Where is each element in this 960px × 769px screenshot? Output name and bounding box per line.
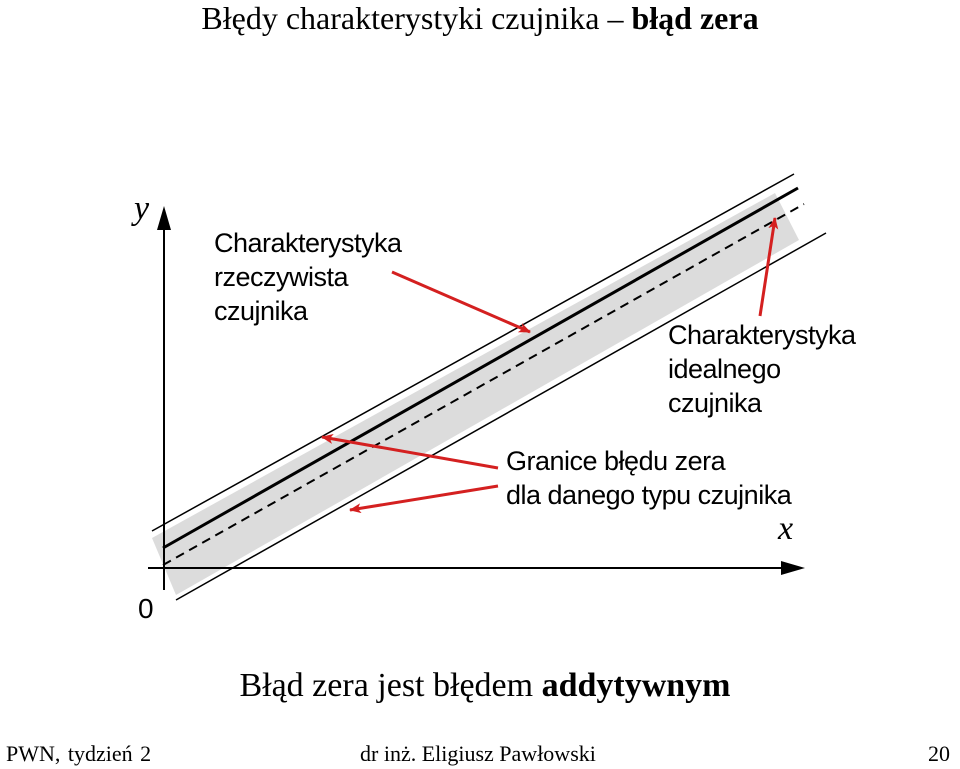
label-error-bounds [506, 444, 791, 512]
footer-page-number: 20 [928, 741, 950, 766]
x-axis-label: x [778, 510, 794, 547]
label-actual-line-1: Charakterystyka [214, 228, 402, 258]
label-actual-characteristic [214, 226, 402, 328]
y-axis-label: y [134, 190, 150, 227]
subtitle-emphasis: addytywnym [541, 667, 731, 704]
origin-label: 0 [138, 593, 154, 624]
label-actual-line-2: rzeczywista [214, 262, 349, 292]
label-ideal-characteristic [668, 318, 856, 420]
footer-left: PWN, tydzień 2 [6, 741, 152, 766]
label-bounds-line-1: Granice błędu zera [506, 446, 726, 476]
title-text: Błędy charakterystyki czujnika – [201, 0, 624, 36]
label-actual-line-3: czujnika [214, 296, 308, 326]
label-ideal-line-3: czujnika [668, 388, 762, 418]
footer-center: dr inż. Eligiusz Pawłowski [360, 741, 596, 766]
title-emphasis: błąd zera [631, 0, 759, 36]
label-ideal-line-2: idealnego [668, 354, 781, 384]
label-ideal-line-1: Charakterystyka [668, 320, 856, 350]
slide-subtitle [0, 666, 960, 706]
subtitle-text: Błąd zera jest błędem [239, 667, 534, 704]
label-bounds-line-2: dla danego typu czujnika [506, 480, 792, 510]
arrow-to-actual [392, 272, 530, 332]
y-axis-arrowhead [157, 206, 171, 230]
x-axis-arrowhead [781, 561, 805, 575]
